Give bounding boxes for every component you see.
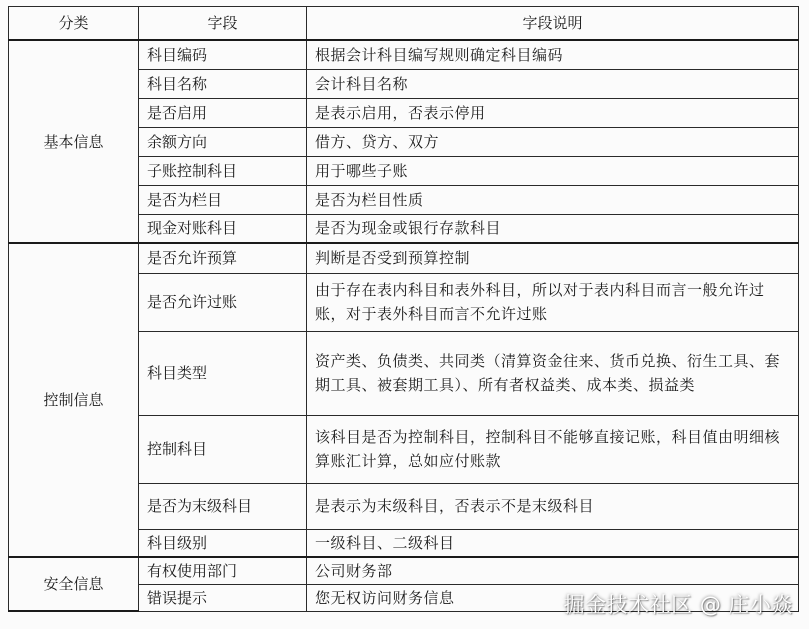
table-row [9, 40, 799, 69]
header-category: 分类 [9, 7, 139, 41]
watermark-text: 掘金技术社区 @ 庄小焱 [563, 593, 793, 617]
header-field: 字段 [139, 7, 307, 41]
header-description: 字段说明 [307, 7, 799, 41]
field-cell: 是否允许过账 [139, 273, 307, 331]
description-cell: 会计科目名称 [307, 69, 799, 98]
field-cell: 错误提示 [139, 584, 307, 611]
description-cell: 是表示为末级科目，否表示不是末级科目 [307, 483, 799, 529]
field-cell: 是否为末级科目 [139, 483, 307, 529]
category-cell: 基本信息 [9, 40, 139, 243]
field-cell: 科目编码 [139, 40, 307, 69]
description-cell: 一级科目、二级科目 [307, 529, 799, 557]
description-cell: 是否为现金或银行存款科目 [307, 214, 799, 243]
description-cell: 资产类、负债类、共同类（清算资金往来、货币兑换、衍生工具、套期工具、被套期工具）、所有者权益类、成本类、损益类 [307, 331, 799, 415]
field-spec-table [8, 6, 799, 612]
description-cell: 判断是否受到预算控制 [307, 243, 799, 273]
field-cell: 是否启用 [139, 98, 307, 127]
category-cell: 安全信息 [9, 557, 139, 611]
table-header-row [9, 7, 799, 41]
field-cell: 科目类型 [139, 331, 307, 415]
description-cell: 该科目是否为控制科目，控制科目不能够直接记账，科目值由明细核算账汇计算，总如应付账款 [307, 415, 799, 483]
table-row [9, 557, 799, 584]
description-cell: 公司财务部 [307, 557, 799, 584]
description-cell: 用于哪些子账 [307, 156, 799, 185]
description-cell: 是表示启用，否表示停用 [307, 98, 799, 127]
field-cell: 控制科目 [139, 415, 307, 483]
field-cell: 科目名称 [139, 69, 307, 98]
description-cell: 由于存在表内科目和表外科目，所以对于表内科目而言一般允许过账，对于表外科目而言不允许过账 [307, 273, 799, 331]
field-cell: 子账控制科目 [139, 156, 307, 185]
field-cell: 是否为栏目 [139, 185, 307, 214]
description-cell: 根据会计科目编写规则确定科目编码 [307, 40, 799, 69]
field-cell: 是否允许预算 [139, 243, 307, 273]
table-row [9, 243, 799, 273]
description-cell: 是否为栏目性质 [307, 185, 799, 214]
field-cell: 余额方向 [139, 127, 307, 156]
description-cell: 您无权访问财务信息 [307, 584, 799, 611]
description-cell: 借方、贷方、双方 [307, 127, 799, 156]
field-cell: 现金对账科目 [139, 214, 307, 243]
field-cell: 科目级别 [139, 529, 307, 557]
field-cell: 有权使用部门 [139, 557, 307, 584]
category-cell: 控制信息 [9, 243, 139, 557]
